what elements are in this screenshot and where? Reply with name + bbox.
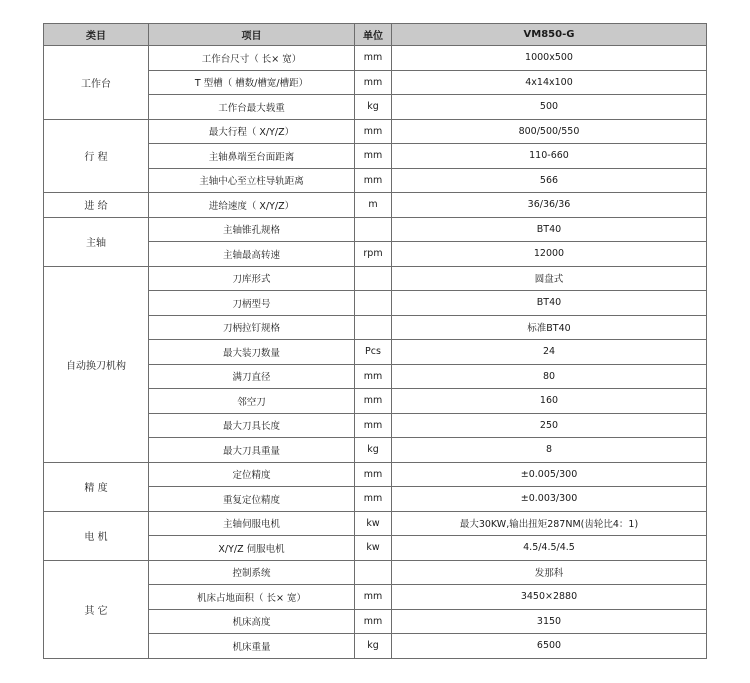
table-header-row (44, 24, 707, 46)
table-row (44, 560, 707, 585)
item-cell: 定位精度 (149, 462, 355, 487)
value-cell: 4.5/4.5/4.5 (392, 536, 707, 561)
item-cell: 主轴伺服电机 (149, 511, 355, 536)
value-cell: ±0.005/300 (392, 462, 707, 487)
unit-cell (355, 217, 392, 242)
item-cell: 刀柄型号 (149, 291, 355, 316)
unit-cell (355, 291, 392, 316)
table-row (44, 217, 707, 242)
unit-cell (355, 315, 392, 340)
unit-cell (355, 266, 392, 291)
value-cell: 24 (392, 340, 707, 365)
value-cell: ±0.003/300 (392, 487, 707, 512)
item-cell: 满刀直径 (149, 364, 355, 389)
unit-cell: mm (355, 168, 392, 193)
item-cell: X/Y/Z 伺服电机 (149, 536, 355, 561)
category-cell: 自动换刀机构 (44, 266, 149, 462)
value-cell: 800/500/550 (392, 119, 707, 144)
unit-cell: m (355, 193, 392, 218)
value-cell: 12000 (392, 242, 707, 267)
unit-cell: mm (355, 462, 392, 487)
table-row (44, 462, 707, 487)
category-cell: 行 程 (44, 119, 149, 193)
item-cell: 工作台尺寸（ 长× 宽） (149, 46, 355, 71)
unit-cell: Pcs (355, 340, 392, 365)
item-cell: 最大刀具长度 (149, 413, 355, 438)
item-cell: 主轴锥孔规格 (149, 217, 355, 242)
item-cell: 机床高度 (149, 609, 355, 634)
value-cell: 500 (392, 95, 707, 120)
value-cell: 8 (392, 438, 707, 463)
unit-cell: mm (355, 389, 392, 414)
unit-cell: mm (355, 46, 392, 71)
value-cell: 圆盘式 (392, 266, 707, 291)
item-cell: 主轴最高转速 (149, 242, 355, 267)
value-cell: 80 (392, 364, 707, 389)
value-cell: 6500 (392, 634, 707, 659)
category-cell: 工作台 (44, 46, 149, 120)
item-cell: 主轴中心至立柱导轨距离 (149, 168, 355, 193)
unit-cell: kg (355, 95, 392, 120)
header-unit: 单位 (355, 24, 392, 46)
item-cell: 机床重量 (149, 634, 355, 659)
category-cell: 进 给 (44, 193, 149, 218)
item-cell: 重复定位精度 (149, 487, 355, 512)
table-row (44, 511, 707, 536)
value-cell: 566 (392, 168, 707, 193)
spec-table-body (44, 46, 707, 659)
item-cell: 机床占地面积（ 长× 宽） (149, 585, 355, 610)
category-cell: 精 度 (44, 462, 149, 511)
value-cell: 110-660 (392, 144, 707, 169)
spec-table (43, 23, 707, 659)
item-cell: 刀库形式 (149, 266, 355, 291)
item-cell: 刀柄拉钉规格 (149, 315, 355, 340)
unit-cell: mm (355, 364, 392, 389)
table-row (44, 46, 707, 71)
value-cell: 36/36/36 (392, 193, 707, 218)
item-cell: 邻空刀 (149, 389, 355, 414)
header-category: 类目 (44, 24, 149, 46)
unit-cell: kg (355, 438, 392, 463)
table-row (44, 119, 707, 144)
category-cell: 主轴 (44, 217, 149, 266)
value-cell: 3150 (392, 609, 707, 634)
item-cell: 控制系统 (149, 560, 355, 585)
value-cell: 3450×2880 (392, 585, 707, 610)
category-cell: 其 它 (44, 560, 149, 658)
item-cell: 工作台最大载重 (149, 95, 355, 120)
unit-cell: rpm (355, 242, 392, 267)
value-cell: 发那科 (392, 560, 707, 585)
value-cell: 160 (392, 389, 707, 414)
table-row (44, 193, 707, 218)
table-row (44, 266, 707, 291)
value-cell: 标准BT40 (392, 315, 707, 340)
value-cell: 1000x500 (392, 46, 707, 71)
item-cell: 主轴鼻端至台面距离 (149, 144, 355, 169)
unit-cell (355, 560, 392, 585)
spec-sheet (43, 23, 707, 659)
unit-cell: mm (355, 144, 392, 169)
header-model: VM850-G (392, 24, 707, 46)
unit-cell: mm (355, 119, 392, 144)
value-cell: 最大30KW,输出扭矩287NM(齿轮比4：1) (392, 511, 707, 536)
value-cell: BT40 (392, 291, 707, 316)
unit-cell: kw (355, 536, 392, 561)
item-cell: 进给速度（ X/Y/Z） (149, 193, 355, 218)
unit-cell: kg (355, 634, 392, 659)
value-cell: BT40 (392, 217, 707, 242)
item-cell: T 型槽（ 槽数/槽宽/槽距） (149, 70, 355, 95)
value-cell: 250 (392, 413, 707, 438)
unit-cell: mm (355, 585, 392, 610)
unit-cell: mm (355, 487, 392, 512)
item-cell: 最大行程（ X/Y/Z） (149, 119, 355, 144)
category-cell: 电 机 (44, 511, 149, 560)
unit-cell: mm (355, 413, 392, 438)
unit-cell: mm (355, 609, 392, 634)
item-cell: 最大装刀数量 (149, 340, 355, 365)
item-cell: 最大刀具重量 (149, 438, 355, 463)
header-item: 项目 (149, 24, 355, 46)
value-cell: 4x14x100 (392, 70, 707, 95)
unit-cell: mm (355, 70, 392, 95)
unit-cell: kw (355, 511, 392, 536)
